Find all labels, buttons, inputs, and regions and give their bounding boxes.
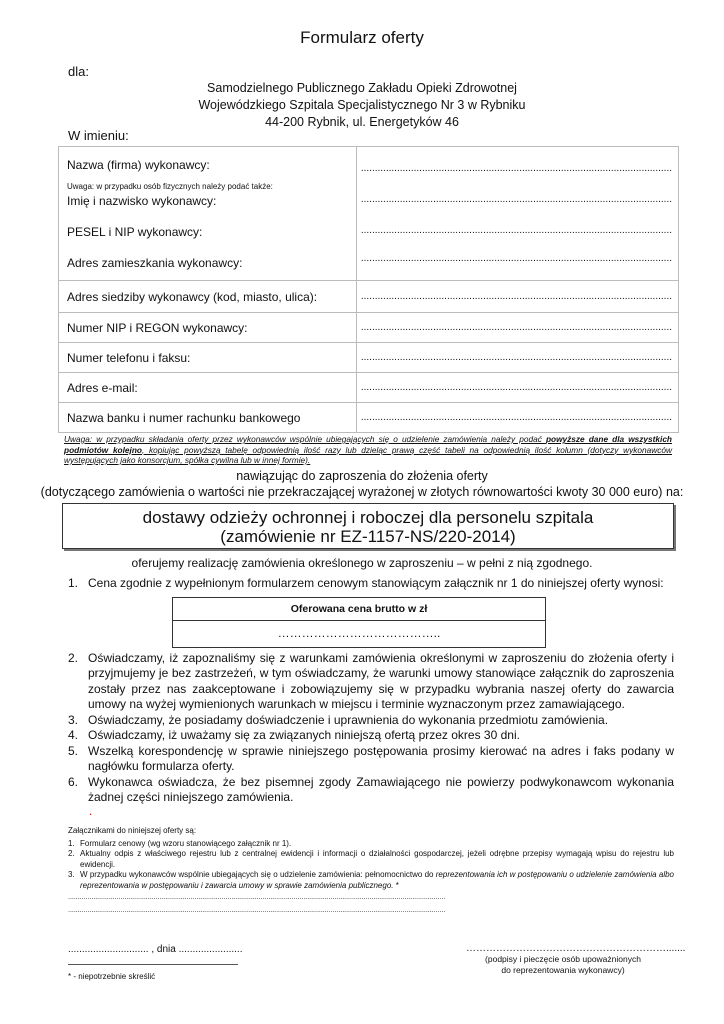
recipient-line-3: 44-200 Rybnik, ul. Energetyków 46 [265,115,459,129]
residence-address-field[interactable]: ................................................................................................................ [360,253,672,264]
offer-statement: oferujemy realizację zamówienia określonego w zaproszeniu – w pełni z nią zgodnego. [131,556,593,570]
attachment-blank-line-1[interactable]: .................................................................................................................................................................................................. [68,894,446,901]
attachment-italic: reprezentowania ich w postępowaniu o udzielenie zamówienia albo reprezentowania w postępowaniu i zawarcia umowy w sprawie zamówienia publicznego. [80,870,674,890]
consortium-warning [64,434,672,466]
declaration-text: Wykonawca oświadcza, że bez pisemnej zgody Zamawiającego nie powierzy podwykonawcom wykonania żadnej części niniejszego zamówienia. [88,774,674,804]
recipient-line-1: Samodzielnego Publicznego Zakładu Opieki Zdrowotnej [207,81,517,95]
declaration-item [68,775,674,806]
nip-regon-label: Numer NIP i REGON wykonawcy: [59,313,357,343]
declaration-text: Oświadczamy, iż uważamy się za związanych niniejszą ofertą przez okres 30 dni. [88,728,520,742]
order-subject-line-1: dostawy odzieży ochronnej i roboczej dla personelu szpitala [142,508,594,527]
warning-part-2: , kopiując powyższą tabelę odpowiednią ilość razy lub dzieląc prawą część tabeli na odpowiednią ilość kolumn (dotyczy wykonawców występujących jako konsorcjum, spółka cywilna lub w innej formie). [64,444,672,465]
email-label: Adres e-mail: [59,373,357,403]
declaration-number: 3. [68,712,79,727]
declaration-number: 2. [68,650,79,665]
price-header: Oferowana cena brutto w zł [173,598,545,621]
attachment-number: 3. [68,870,75,879]
order-subject-line-2: (zamówienie nr EZ-1157-NS/220-2014) [220,527,516,546]
residence-address-label: Adres zamieszkania wykonawcy: [67,256,243,270]
recipient-line-2: Wojewódzkiego Szpitala Specjalistycznego Nr 3 w Rybniku [198,98,526,112]
declaration-item [68,651,674,713]
attachment-text: W przypadku wykonawców wspólnie ubiegających się o udzielenie zamówienia: pełnomocnictwo do [80,870,436,879]
w-imieniu-label: W imieniu: [68,128,129,143]
phone-fax-field[interactable]: ................................................................................................................ [356,343,678,373]
email-field[interactable]: ................................................................................................................ [356,373,678,403]
attachment-number: 2. [68,849,75,858]
price-box [172,597,546,648]
signature-caption [478,954,648,976]
declaration-text: Wszelką korespondencję w sprawie niniejszego postępowania prosimy kierować na adres i faks podany w nagłówku formularza oferty. [88,743,674,773]
declaration-text: Cena zgodnie z wypełnionym formularzem cenowym stanowiącym załącznik nr 1 do niniejszej oferty wynosi: [88,576,664,590]
registered-address-field[interactable]: ................................................................................................................ [356,281,678,313]
order-subject-box [62,503,674,549]
attachments-list [68,839,674,892]
declaration-number: 5. [68,743,79,758]
declaration-item [68,576,674,592]
bank-account-label: Nazwa banku i numer rachunku bankowego [59,403,357,433]
attachments-section [68,826,674,916]
recipient-address [0,80,724,131]
footnote-divider [68,964,238,965]
invitation-line-2: (dotyczącego zamówienia o wartości nie przekraczającej wyrażonej w złotych równowartości kwoty 30 000 euro) na: [40,485,684,499]
invitation-line-1: nawiązując do zaproszenia do złożenia oferty [236,469,488,483]
full-name-label: Imię i nazwisko wykonawcy: [67,194,217,208]
registered-address-label: Adres siedziby wykonawcy (kod, miasto, ulica): [59,281,357,313]
attachments-title: Załącznikami do niniejszej oferty są: [68,826,197,835]
declaration-text: Oświadczamy, iż zapoznaliśmy się z warunkami zamówienia określonymi w zaproszeniu do złożenia oferty i przyjmujemy je bez zastrzeżeń, w tym oświadczamy, że warunki umowy stanowiące załącznik do zaproszenia zostały przez nas zaakceptowane i zobowiązujemy się w przypadku wybrania naszej oferty do zawarcia umowy na wyżej wymienionych warunkach w miejscu i terminie wyznaczonym przez zamawiającego. [88,650,674,711]
full-name-field[interactable]: ................................................................................................................ [360,194,672,205]
footnote: * - niepotrzebnie skreślić [68,972,156,981]
declaration-number: 1. [68,576,79,590]
attachment-item [68,839,674,850]
pesel-nip-label: PESEL i NIP wykonawcy: [67,225,203,239]
attachment-number: 1. [68,838,75,848]
place-date-line[interactable]: ............................. , dnia ....................... [68,944,243,955]
red-dot-mark: . [89,804,93,818]
attachment-tail: * [393,880,399,890]
phone-fax-label: Numer telefonu i faksu: [59,343,357,373]
dla-label: dla: [68,64,89,79]
attachment-blank-line-2[interactable]: .................................................................................................................................................................................................. [68,906,446,914]
contractor-identity-labels [59,147,357,281]
attachment-item [68,849,674,870]
company-name-label: Nazwa (firma) wykonawcy: [67,158,210,172]
declaration-number: 4. [68,728,79,742]
nip-regon-field[interactable]: ................................................................................................................ [356,313,678,343]
declaration-item [68,728,674,744]
warning-part-1: Uwaga: w przypadku składania oferty przez wykonawców wspólnie ubiegających się o udzielenie zamówienia należy podać [64,434,546,444]
signature-caption-1: (podpisy i pieczęcie osób upoważnionych [485,954,641,964]
attachment-item [68,870,674,891]
bank-account-field[interactable]: ................................................................................................................ [356,403,678,433]
page-title: Formularz oferty [300,28,424,47]
declaration-item [68,744,674,775]
contractor-identity-fields [356,147,678,281]
declaration-item [68,713,674,729]
attachment-text: Formularz cenowy (wg wzoru stanowiącego załącznik nr 1). [80,838,292,848]
pesel-nip-field[interactable]: ................................................................................................................ [360,225,672,236]
signature-caption-2: do reprezentowania wykonawcy) [501,965,625,975]
declaration-number: 6. [68,774,79,789]
attachment-text: Aktualny odpis z właściwego rejestru lub z centralnej ewidencji i informacji o działalności gospodarczej, jeżeli odrębne przepisy wymagają wpisu do rejestru lub ewidencji. [80,849,674,869]
price-field[interactable]: ………………………………….. [277,626,441,640]
declaration-text: Oświadczamy, że posiadamy doświadczenie i uprawnienia do wykonania przedmiotu zamówienia. [88,712,609,727]
natural-person-note: Uwaga: w przypadku osób fizycznych należy podać także: [67,182,273,191]
invitation-reference [0,468,724,500]
contractor-data-table [58,146,679,433]
signature-line[interactable]: ……………………………………………………....... [466,943,686,954]
company-name-field[interactable]: ................................................................................................................ [360,163,672,174]
warning-bold: powyższe dane dla wszystkich podmiotów kolejno [64,434,673,455]
